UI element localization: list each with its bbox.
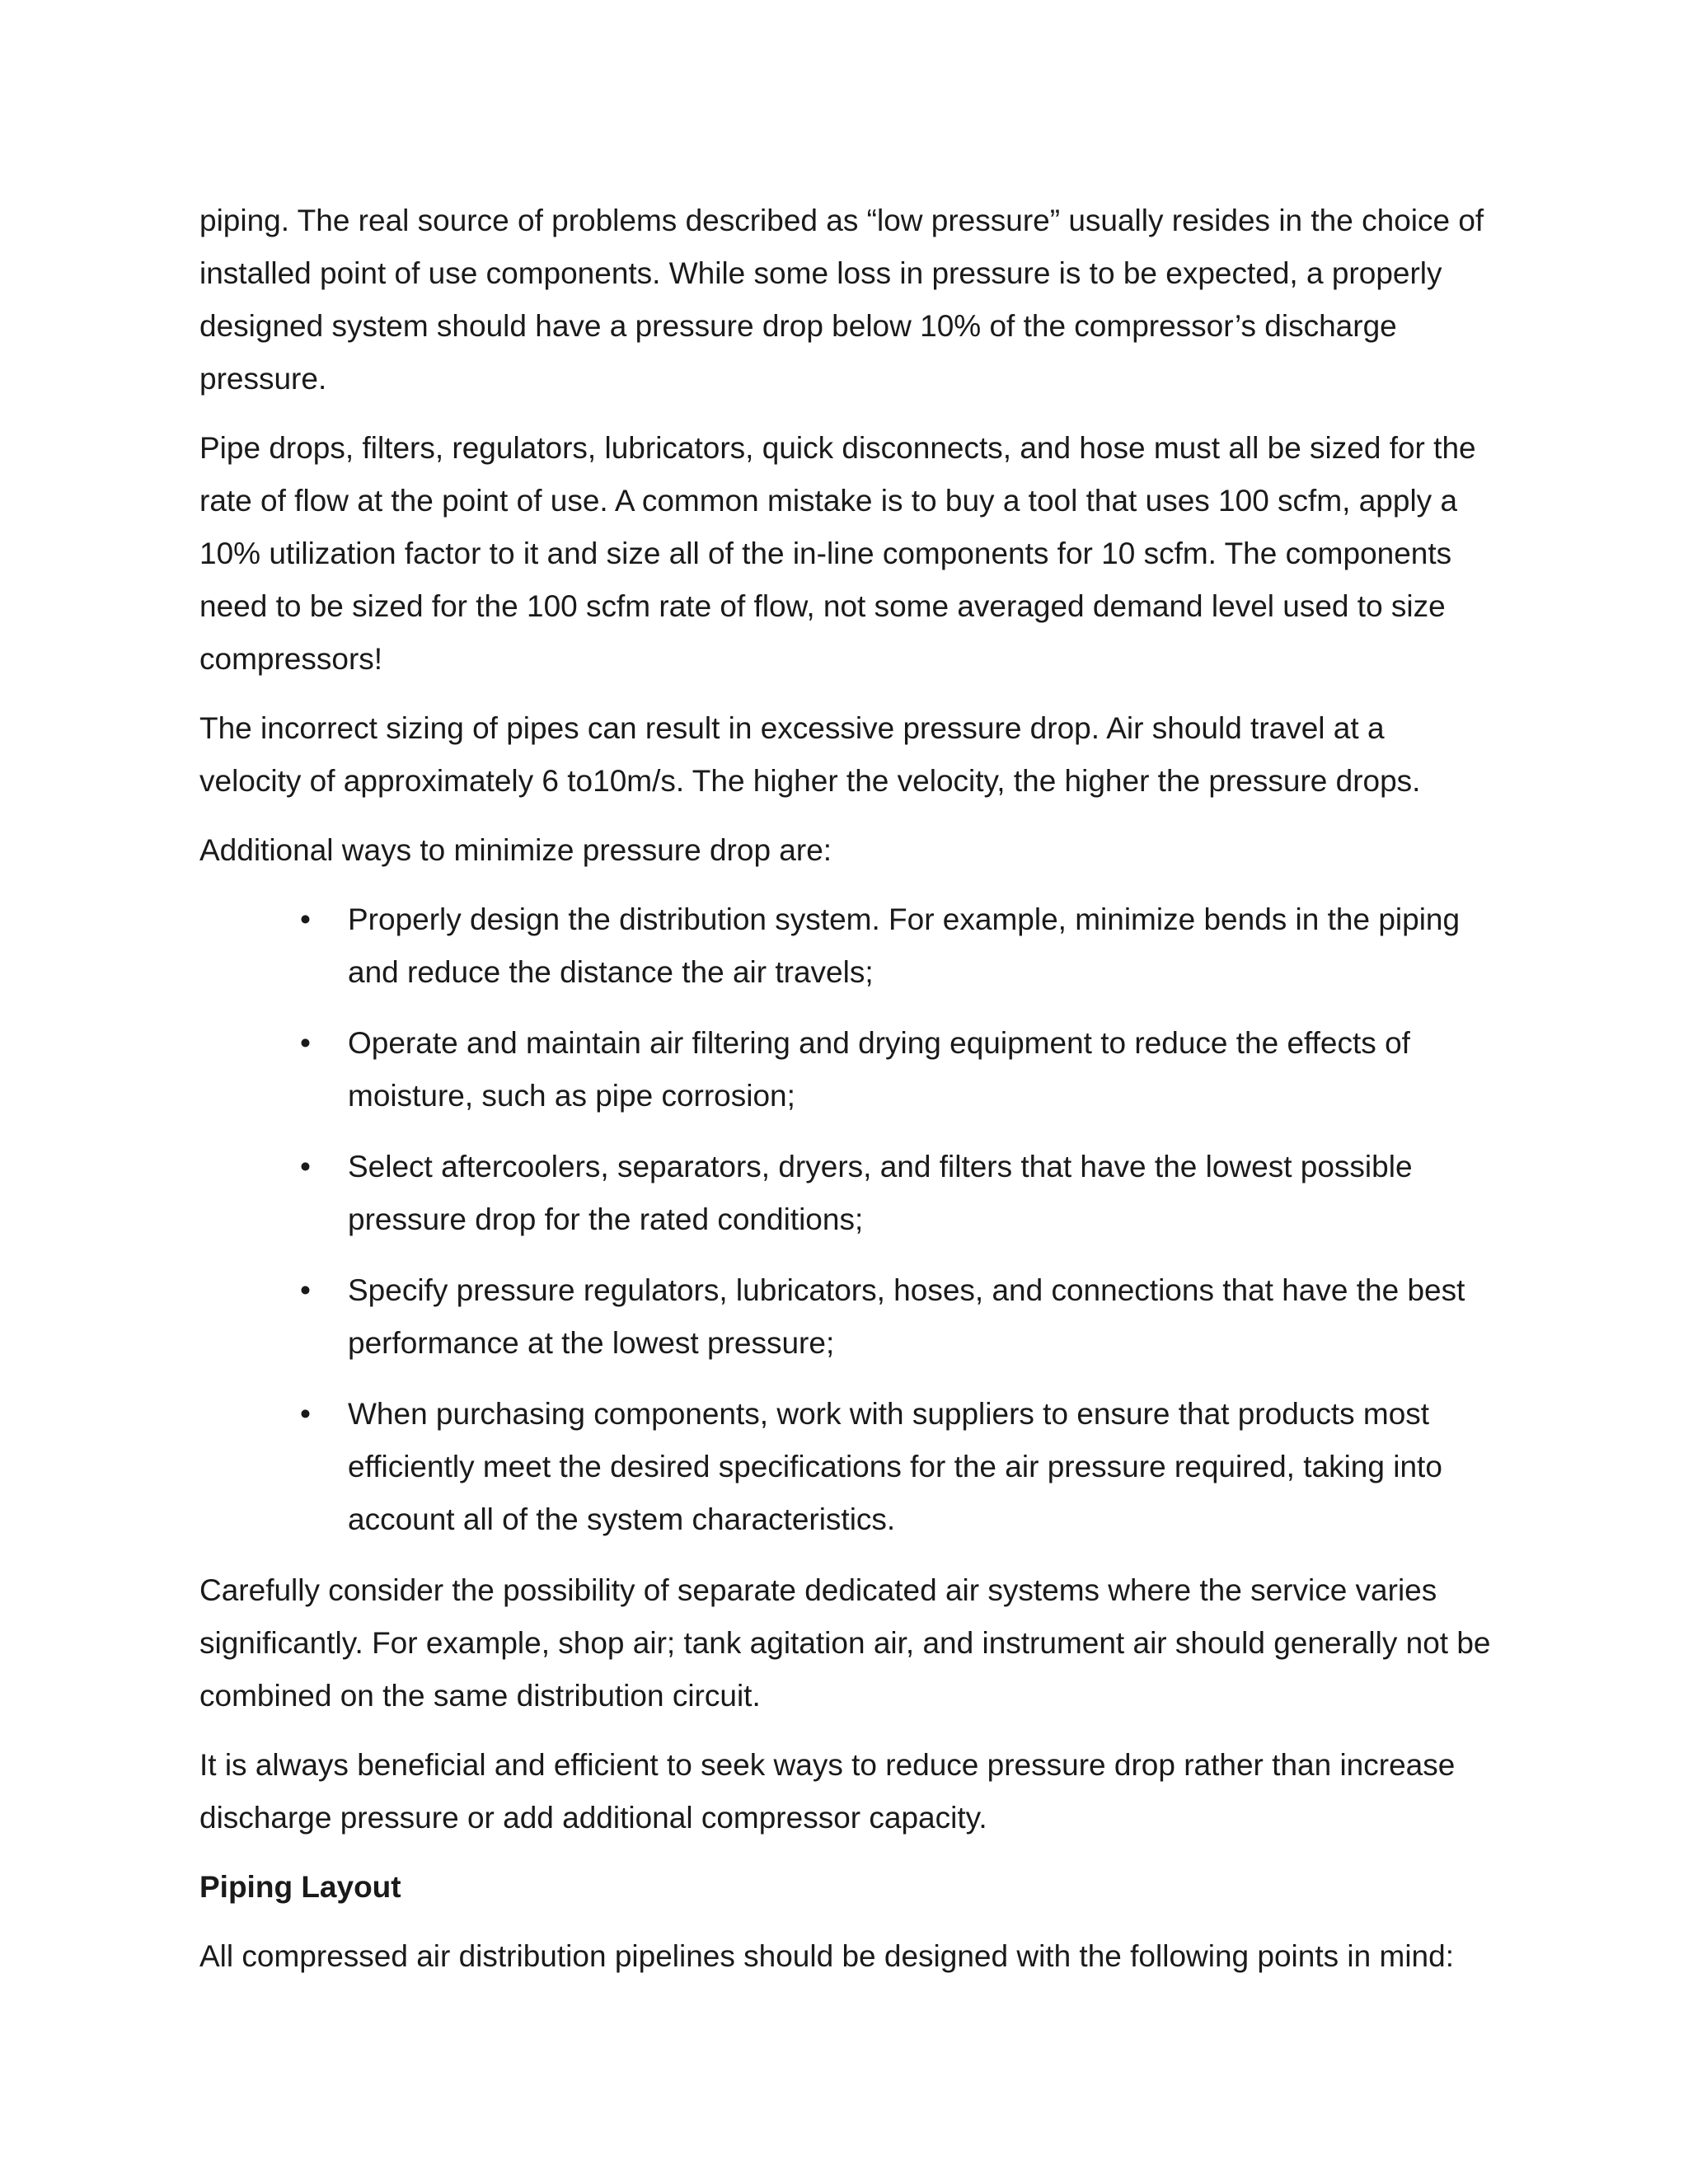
paragraph: piping. The real source of problems described as “low pressure” usually resides in the choice of installed point of use components. While some loss in pressure is to be expected, a properly designed system should have a pressure drop below 10% of the compressor’s discharge pressure.	[199, 204, 1484, 396]
list-item	[199, 1017, 1493, 1122]
paragraph: Carefully consider the possibility of separate dedicated air systems where the service varies significantly. For example, shop air; tank agitation air, and instrument air should generally not be combined on the same distribution circuit.	[199, 1573, 1491, 1713]
document-page	[199, 194, 1493, 1999]
bullet-icon: •	[300, 1397, 311, 1431]
paragraph: Additional ways to minimize pressure drop are:	[199, 833, 832, 867]
paragraph: It is always beneficial and efficient to seek ways to reduce pressure drop rather than increase discharge pressure or add additional compressor capacity.	[199, 1748, 1456, 1835]
bullet-icon: •	[300, 902, 311, 936]
list-item	[199, 893, 1493, 999]
list-item-text: Select aftercoolers, separators, dryers, and filters that have the lowest possible pressure drop for the rated conditions;	[348, 1150, 1413, 1236]
list-item	[199, 1141, 1493, 1246]
bullet-icon: •	[300, 1150, 311, 1183]
paragraph: All compressed air distribution pipelines should be designed with the following points in mind:	[199, 1939, 1454, 1973]
list-item-text: Properly design the distribution system. For example, minimize bends in the piping and reduce the distance the air travels;	[348, 902, 1461, 989]
list-item-text: When purchasing components, work with suppliers to ensure that products most efficiently meet the desired specifications for the air pressure required, taking into account all of the system characteristics.	[348, 1397, 1442, 1536]
bullet-icon: •	[300, 1026, 311, 1060]
section-heading: Piping Layout	[199, 1870, 401, 1904]
list-item	[199, 1388, 1493, 1546]
list-item-text: Specify pressure regulators, lubricators, hoses, and connections that have the best performance at the lowest pressure;	[348, 1273, 1465, 1360]
paragraph: The incorrect sizing of pipes can result in excessive pressure drop. Air should travel at a velocity of approximately 6 to10m/s. The higher the velocity, the higher the pressure drops.	[199, 711, 1421, 798]
paragraph: Pipe drops, filters, regulators, lubricators, quick disconnects, and hose must all be sized for the rate of flow at the point of use. A common mistake is to buy a tool that uses 100 scfm, apply a 10% utilization factor to it and size all of the in-line components for 10 scfm. The components need to be sized for the 100 scfm rate of flow, not some averaged demand level used to size compressors!	[199, 431, 1476, 676]
bullet-list	[199, 893, 1493, 1546]
list-item-text: Operate and maintain air filtering and drying equipment to reduce the effects of moisture, such as pipe corrosion;	[348, 1026, 1410, 1113]
bullet-icon: •	[300, 1273, 311, 1307]
list-item	[199, 1264, 1493, 1370]
